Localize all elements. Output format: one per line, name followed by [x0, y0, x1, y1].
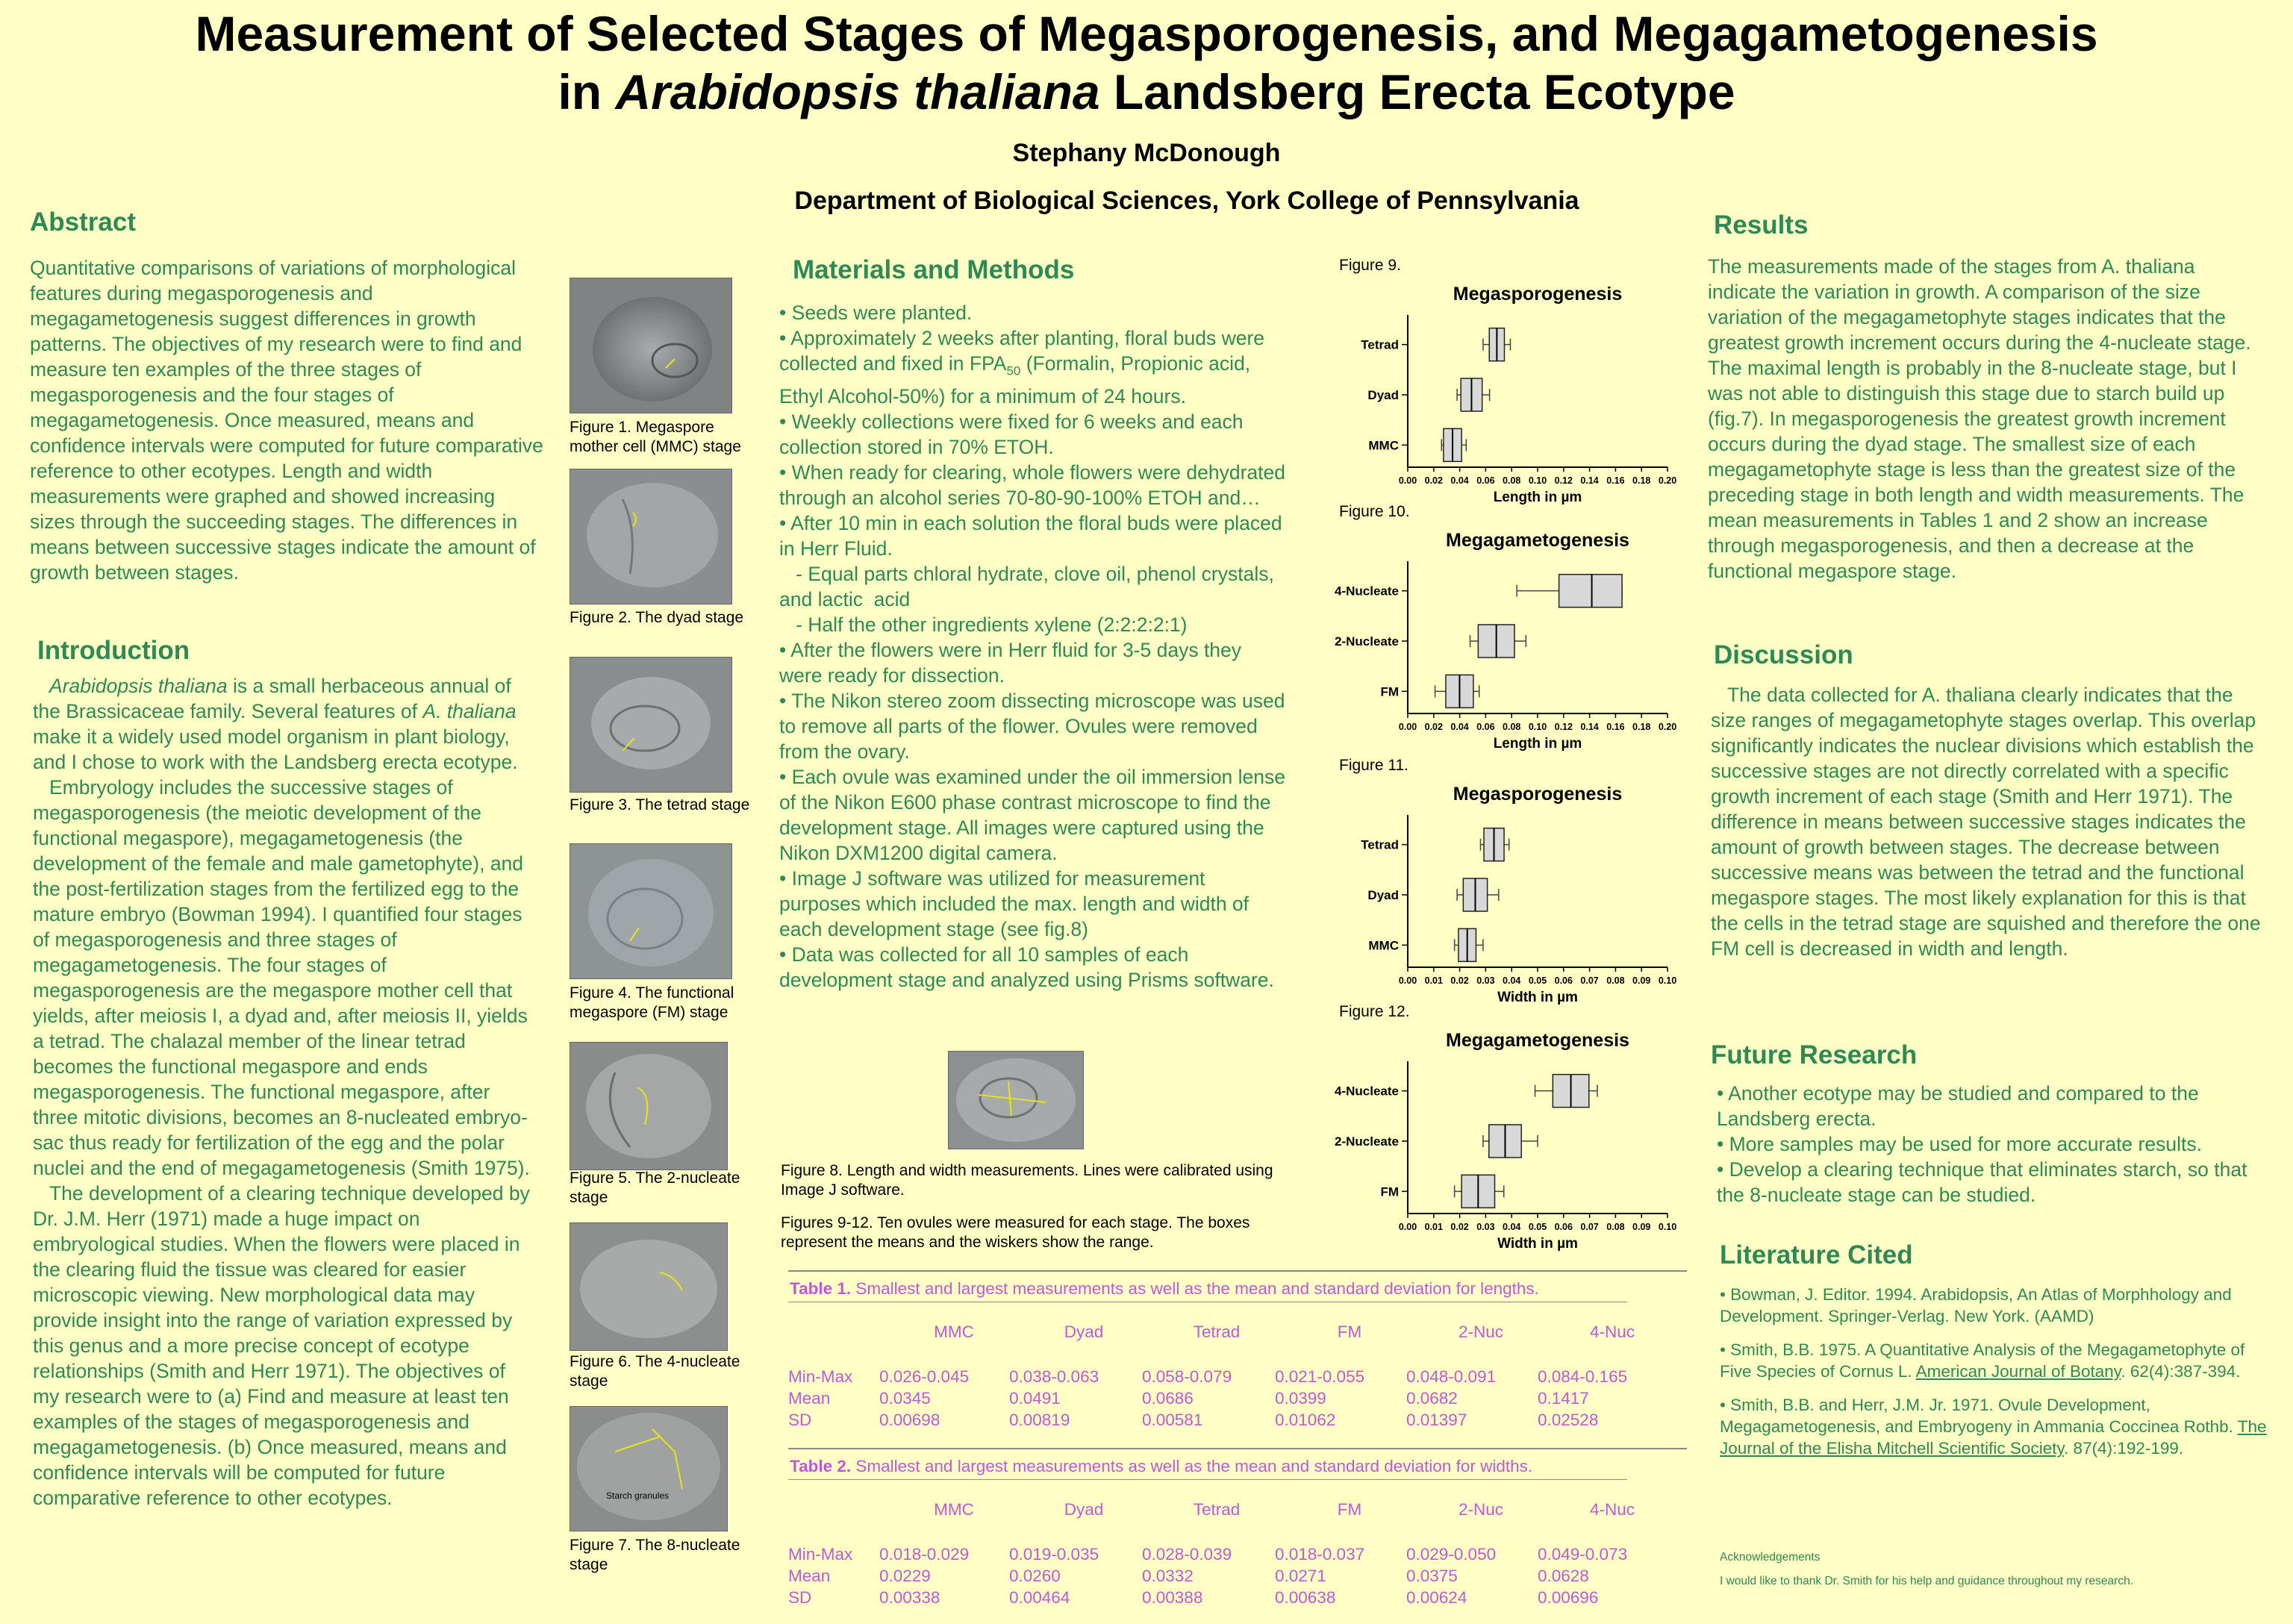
x-tick-label: 0.06	[1476, 722, 1495, 732]
figure-label: Figure 12.	[1339, 1003, 1410, 1020]
method-fpa-subscript: 50	[1006, 363, 1021, 378]
table-header-cell: Tetrad	[1193, 1500, 1241, 1519]
category-label: 2-Nucleate	[1335, 1134, 1399, 1149]
abstract-text: Quantitative comparisons of variations of morphological features during megasporogenesis and megagametogenesis suggest differences in growth patterns. The objectives of my research were to find and measure ten examples of the three stages of megasporogenesis and the four stages of megagametogenesis. Once measured, means and confidence intervals were computed for future comparative reference to other ecotypes. Length and width measurements were graphed and showed increasing sizes through the succeeding stages. The differences in means between successive stages indicate the amount of growth between stages.	[30, 257, 543, 584]
table-label: Table 2.	[790, 1457, 852, 1475]
discussion-text: The data collected for A. thaliana clearly indicates that the size ranges of megagametophyte stages overlap. This overlap significantly indicates the nuclear divisions which establish the successive stages are not directly correlated with a specific growth increment of each stage (Smith and Herr 1971). The difference in means between successive stages indicates the amount of growth between stages. The decrease between successive means was between the tetrad and the functional megaspore stages. The most likely explanation for this is that the cells in the tetrad stage are squished and therefore the one FM cell is decreased in width and length.	[1711, 684, 2261, 960]
table-row-label: Min-Max	[788, 1367, 853, 1386]
method-item: • Data was collected for all 10 samples of each development stage and analyzed using Prisms software.	[779, 943, 1274, 992]
future-item: • Another ecotype may be studied and compared to the Landsberg erecta.	[1717, 1082, 2199, 1130]
table-cell: 0.038-0.063	[1009, 1367, 1099, 1386]
table-cell: 0.00696	[1538, 1588, 1599, 1607]
intro-p1-b: make it a widely used model organism in plant biology, and I chose to work with the Landsberg erecta ecotype.	[33, 725, 518, 773]
table-header-cell: 4-Nuc	[1589, 1322, 1635, 1341]
method-item: • Seeds were planted.	[779, 302, 973, 324]
table-cell: 0.00819	[1009, 1411, 1070, 1429]
x-tick-label: 0.10	[1658, 1222, 1677, 1232]
figure-6-caption: Figure 6. The 4-nucleate stage	[570, 1353, 740, 1390]
reference-2-journal: American Journal of Botany	[1915, 1362, 2121, 1381]
figure-10-chart	[1314, 500, 1687, 752]
table-cell: 0.058-0.079	[1142, 1367, 1232, 1386]
category-label: FM	[1380, 684, 1399, 699]
intro-species-2: A. thaliana	[422, 700, 517, 722]
figure-1-image	[570, 278, 732, 413]
figure-8-caption: Figure 8. Length and width measurements. Lines were calibrated using Image J software.	[781, 1162, 1273, 1199]
future-item: • Develop a clearing technique that eliminates starch, so that the 8-nucleate stage can be studied.	[1717, 1158, 2247, 1206]
intro-paragraph-3: The development of a clearing technique developed by Dr. J.M. Herr (1971) made a huge impact on embryological studies. When the flowers were placed in the clearing fluid the tissue was cleared for easier microscopic viewing. New morphological data may provide insight into the range of variation expressed by this genus and a more precise concept of ecotype relationships (Smith and Herr 1971). The objectives of my research were to (a) Find and measure at least ten examples of the stages of megasporogenesis and megagametogenesis. (b) Once measured, means and confidence intervals will be computed for future comparative reference to other ecotypes.	[33, 1182, 530, 1509]
figure-7-image	[570, 1406, 728, 1531]
x-tick-label: 0.10	[1658, 975, 1677, 986]
methods-heading: Materials and Methods	[793, 255, 1075, 284]
table-row-label: Min-Max	[788, 1545, 853, 1564]
chart-title: Megasporogenesis	[1453, 284, 1623, 304]
x-tick-label: 0.08	[1503, 722, 1521, 732]
category-label: MMC	[1368, 938, 1399, 953]
figure-label: Figure 10.	[1339, 503, 1410, 520]
table-cell: 0.0399	[1275, 1389, 1326, 1408]
intro-paragraph-1	[33, 673, 534, 775]
x-axis-label: Width in µm	[1497, 1236, 1578, 1252]
figure-1-caption: Figure 1. Megaspore mother cell (MMC) stage	[570, 419, 741, 455]
table-row-label: SD	[788, 1588, 812, 1607]
title-species: Arabidopsis thaliana	[615, 64, 1100, 119]
category-label: Dyad	[1367, 888, 1399, 902]
x-tick-label: 0.06	[1476, 475, 1495, 486]
method-item: • Weekly collections were fixed for 6 weeks and each collection stored in 70% ETOH.	[779, 410, 1244, 459]
x-tick-label: 0.14	[1580, 475, 1599, 486]
title-suffix: Landsberg Erecta Ecotype	[1099, 64, 1735, 119]
reference-2	[1720, 1339, 2272, 1382]
category-label: 2-Nucleate	[1335, 634, 1399, 649]
author: Stephany McDonough	[1012, 139, 1281, 167]
figure-5-image	[570, 1042, 728, 1170]
method-item-fpa: • Approximately 2 weeks after planting, floral buds were collected and fixed in FPA	[779, 327, 1265, 375]
table-cell: 0.048-0.091	[1406, 1367, 1497, 1386]
table-row-label: Mean	[788, 1389, 831, 1408]
x-tick-label: 0.04	[1450, 722, 1469, 732]
reference-2-volume: . 62(4):387-394.	[2121, 1362, 2241, 1381]
method-item: • The Nikon stereo zoom dissecting microscope was used to remove all parts of the flower. Ovules were removed from the ovary.	[779, 690, 1285, 763]
method-item: - Half the other ingredients xylene (2:2:2:2:1)	[779, 613, 1188, 637]
table-rule-top	[788, 1448, 1687, 1449]
table-cell: 0.01062	[1275, 1411, 1336, 1429]
methods-list	[779, 300, 1287, 993]
box	[1559, 575, 1623, 608]
reference-1: • Bowman, J. Editor. 1994. Arabidopsis, An Atlas of Morphhology and Development. Springer-Verlag. New York. (AAMD)	[1720, 1285, 2232, 1325]
intro-p1-a: is a small herbaceous annual of the Brassicaceae family. Several features of	[33, 675, 511, 722]
title-line-1: Measurement of Selected Stages of Megasporogenesis, and Megagametogenesis	[195, 6, 2098, 61]
category-label: Tetrad	[1361, 837, 1399, 852]
table-cell: 0.00338	[879, 1588, 940, 1607]
poster-title	[0, 4, 2293, 121]
reference-2-text: • Smith, B.B. 1975. A Quantitative Analysis of the Megagametophyte of Five Species of Cornus L.	[1720, 1340, 2245, 1381]
table-row-label: Mean	[788, 1567, 831, 1585]
table-cell: 0.0628	[1538, 1567, 1589, 1585]
reference-3-text: • Smith, B.B. and Herr, J.M. Jr. 1971. Ovule Development, Megagametogenesis, and Embryogeny in Ammania Coccinea Rothb.	[1720, 1396, 2238, 1436]
table-cell: 0.00638	[1275, 1588, 1336, 1607]
table-cell: 0.0375	[1406, 1567, 1458, 1585]
x-tick-label: 0.07	[1580, 1222, 1599, 1232]
x-tick-label: 0.16	[1606, 475, 1625, 486]
table-cell: 0.084-0.165	[1538, 1367, 1628, 1386]
acknowledgements-heading: Acknowledgements	[1720, 1551, 1821, 1564]
title-line-2	[0, 63, 2293, 121]
table-caption	[790, 1279, 1539, 1299]
method-item: • After the flowers were in Herr fluid for 3-5 days they were ready for dissection.	[779, 639, 1242, 687]
table-cell: 0.026-0.045	[879, 1367, 970, 1386]
table-cell: 0.00464	[1009, 1588, 1070, 1607]
figure-label: Figure 9.	[1339, 257, 1401, 274]
discussion-heading: Discussion	[1714, 640, 1853, 669]
x-tick-label: 0.18	[1632, 475, 1651, 486]
x-tick-label: 0.02	[1450, 975, 1469, 986]
table-cell: 0.0686	[1142, 1389, 1194, 1408]
introduction-heading: Introduction	[37, 636, 190, 665]
x-tick-label: 0.10	[1528, 722, 1547, 732]
x-tick-label: 0.01	[1424, 975, 1443, 986]
box-plot-svg	[1314, 1000, 1687, 1252]
x-tick-label: 0.05	[1528, 975, 1547, 986]
table-cell: 0.018-0.037	[1275, 1545, 1365, 1564]
x-tick-label: 0.02	[1424, 475, 1443, 486]
table-cell: 0.019-0.035	[1009, 1545, 1099, 1564]
method-item: - Equal parts chloral hydrate, clove oil, phenol crystals, and lactic acid	[779, 563, 1280, 611]
figure-3-caption: Figure 3. The tetrad stage	[570, 796, 750, 813]
figure-3-image	[570, 657, 732, 793]
category-label: 4-Nucleate	[1335, 584, 1399, 599]
results-heading: Results	[1714, 210, 1809, 240]
x-tick-label: 0.03	[1476, 975, 1495, 986]
table-cell: 0.00698	[879, 1411, 940, 1429]
table-header-cell: MMC	[934, 1322, 974, 1341]
x-axis-label: Length in µm	[1493, 490, 1582, 505]
table-rule-header	[788, 1479, 1627, 1480]
future-list	[1717, 1081, 2269, 1208]
figure-label: Figure 11.	[1339, 757, 1408, 774]
figure-11-chart	[1314, 754, 1687, 1005]
x-tick-label: 0.07	[1580, 975, 1599, 986]
table-cell: 0.0260	[1009, 1567, 1061, 1585]
method-item-fpa-rest: (Formalin, Propionic acid, Ethyl Alcohol-50%) for a minimum of 24 hours.	[779, 352, 1251, 408]
table-cell: 0.018-0.029	[879, 1545, 970, 1564]
table-rule-top	[788, 1270, 1687, 1272]
table-cell: 0.029-0.050	[1406, 1545, 1497, 1564]
figure-8-image	[948, 1051, 1084, 1149]
category-label: Dyad	[1367, 388, 1399, 402]
abstract-heading: Abstract	[30, 207, 136, 237]
acknowledgements-text: I would like to thank Dr. Smith for his help and guidance throughout my research.	[1720, 1575, 2133, 1587]
table-cell: 0.0271	[1275, 1567, 1326, 1585]
results-text: The measurements made of the stages from A. thaliana indicate the variation in growth. A comparison of the size variation of the megagametophyte stages indicates that the greatest growth increment occurs during the 4-nucleate stage. The maximal length is probably in the 8-nucleate stage, but I was not able to distinguish this stage due to starch build up (fig.7). In megasporogenesis the greatest growth increment occurs during the dyad stage. The smallest size of each megagametophyte stage is less than the greatest size of the preceding stage in both length and width measurements. The mean measurements in Tables 1 and 2 show an increase through megasporogenesis, and then a decrease at the functional megaspore stage.	[1708, 255, 2251, 582]
literature-list	[1720, 1284, 2272, 1471]
reference-3-volume: . 87(4):192-199.	[2064, 1439, 2184, 1458]
x-tick-label: 0.02	[1424, 722, 1443, 732]
table-header-cell: Dyad	[1064, 1322, 1104, 1341]
table-header-cell: MMC	[934, 1500, 974, 1519]
figure-2-caption: Figure 2. The dyad stage	[570, 609, 744, 626]
table-cell: 0.00581	[1142, 1411, 1203, 1429]
method-item	[779, 325, 1287, 409]
x-tick-label: 0.04	[1503, 975, 1521, 986]
figure-4-caption: Figure 4. The functional megaspore (FM) stage	[570, 984, 734, 1021]
table-2	[788, 1452, 1690, 1607]
x-tick-label: 0.08	[1503, 475, 1521, 486]
figure-2-image	[570, 469, 732, 605]
table-cell: 0.021-0.055	[1275, 1367, 1365, 1386]
chart-title: Megagametogenesis	[1446, 1030, 1629, 1051]
table-cell: 0.00624	[1406, 1588, 1467, 1607]
figure-9-chart	[1314, 254, 1687, 505]
x-tick-label: 0.00	[1398, 722, 1417, 732]
x-tick-label: 0.08	[1606, 1222, 1625, 1232]
figure-4-image	[570, 843, 732, 979]
method-item: • Image J software was utilized for measurement purposes which included the max. length and width of each development stage (see fig.8)	[779, 867, 1250, 941]
category-label: MMC	[1368, 438, 1399, 453]
x-tick-label: 0.16	[1606, 722, 1625, 732]
table-header-cell: Tetrad	[1193, 1322, 1241, 1341]
figure-7-annotation: Starch granules	[606, 1490, 670, 1501]
intro-species: Arabidopsis thaliana	[49, 675, 228, 697]
table-header-cell: Dyad	[1064, 1500, 1104, 1519]
table-label: Table 1.	[790, 1279, 852, 1298]
x-tick-label: 0.05	[1528, 1222, 1547, 1232]
table-cell: 0.049-0.073	[1538, 1545, 1628, 1564]
x-tick-label: 0.04	[1450, 475, 1469, 486]
table-cell: 0.028-0.039	[1142, 1545, 1232, 1564]
x-tick-label: 0.00	[1398, 475, 1417, 486]
table-cell: 0.0491	[1009, 1389, 1061, 1408]
box-plot-svg	[1314, 254, 1687, 505]
figure-7-caption: Figure 7. The 8-nucleate stage	[570, 1537, 740, 1573]
table-cell: 0.0229	[879, 1567, 931, 1585]
table-1	[788, 1275, 1690, 1431]
chart-title: Megasporogenesis	[1453, 784, 1623, 805]
chart-title: Megagametogenesis	[1446, 530, 1629, 551]
x-axis-label: Width in µm	[1497, 990, 1578, 1005]
table-cell: 0.01397	[1406, 1411, 1467, 1429]
x-tick-label: 0.02	[1450, 1222, 1469, 1232]
x-axis-label: Length in µm	[1493, 736, 1582, 752]
table-cell: 0.02528	[1538, 1411, 1599, 1429]
method-item: • After 10 min in each solution the floral buds were placed in Herr Fluid.	[779, 512, 1282, 560]
intro-paragraph-2: Embryology includes the successive stages of megasporogenesis (the meiotic development of the functional megaspore), megagametogenesis (the development of the female and male gametophyte), and the post-fertilization stages from the fertilized egg to the mature embryo (Bowman 1994). I quantified four stages of megasporogenesis and three stages of megagametogenesis. The four stages of megasporogenesis are the megaspore mother cell that yields, after meiosis I, a dyad and, after meiosis II, yields a tetrad. The chalazal member of the linear tetrad becomes the functional megaspore and ends megasporogenesis. The functional megaspore, after three mitotic divisions, becomes an 8-nucleated embryo-sac thus ready for fertilization of the egg and the polar nuclei and the end of megagametogenesis (Smith 1975).	[33, 776, 530, 1179]
category-label: Tetrad	[1361, 337, 1399, 352]
x-tick-label: 0.09	[1632, 975, 1651, 986]
table-row-label: SD	[788, 1411, 812, 1429]
introduction-text	[33, 673, 534, 1511]
category-label: FM	[1380, 1184, 1399, 1199]
x-tick-label: 0.03	[1476, 1222, 1495, 1232]
x-tick-label: 0.20	[1658, 475, 1677, 486]
x-tick-label: 0.00	[1398, 1222, 1417, 1232]
x-tick-label: 0.06	[1554, 975, 1573, 986]
method-item: • When ready for clearing, whole flowers were dehydrated through an alcohol series 70-80-90-100% ETOH and…	[779, 461, 1286, 510]
future-heading: Future Research	[1711, 1040, 1918, 1069]
table-header-cell: 2-Nuc	[1458, 1322, 1504, 1341]
table-cell: 0.0332	[1142, 1567, 1194, 1585]
department: Department of Biological Sciences, York College of Pennsylvania	[794, 187, 1579, 215]
table-header-cell: FM	[1337, 1500, 1362, 1519]
x-tick-label: 0.12	[1554, 722, 1573, 732]
title-prefix: in	[558, 64, 616, 119]
box-plot-svg	[1314, 754, 1687, 1005]
x-tick-label: 0.14	[1580, 722, 1599, 732]
table-caption-text: Smallest and largest measurements as well as the mean and standard deviation for widths.	[851, 1457, 1533, 1475]
category-label: 4-Nucleate	[1335, 1084, 1399, 1099]
x-tick-label: 0.12	[1554, 475, 1573, 486]
table-cell: 0.00388	[1142, 1588, 1203, 1607]
x-tick-label: 0.00	[1398, 975, 1417, 986]
x-tick-label: 0.01	[1424, 1222, 1443, 1232]
table-header-cell: 2-Nuc	[1458, 1500, 1504, 1519]
figures-9-12-caption: Figures 9-12. Ten ovules were measured for each stage. The boxes represent the means and the wiskers show the range.	[781, 1214, 1250, 1251]
x-tick-label: 0.10	[1528, 475, 1547, 486]
table-cell: 0.1417	[1538, 1389, 1589, 1408]
x-tick-label: 0.18	[1632, 722, 1651, 732]
table-cell: 0.0682	[1406, 1389, 1458, 1408]
figure-6-image	[570, 1222, 728, 1351]
literature-heading: Literature Cited	[1720, 1240, 1913, 1269]
figure-5-caption: Figure 5. The 2-nucleate stage	[570, 1169, 740, 1206]
box-plot-svg	[1314, 500, 1687, 752]
x-tick-label: 0.04	[1503, 1222, 1521, 1232]
figure-12-chart	[1314, 1000, 1687, 1252]
table-caption-text: Smallest and largest measurements as well as the mean and standard deviation for lengths.	[851, 1279, 1539, 1298]
table-cell: 0.0345	[879, 1389, 931, 1408]
x-tick-label: 0.06	[1554, 1222, 1573, 1232]
table-header-cell: FM	[1337, 1322, 1362, 1341]
method-item: • Each ovule was examined under the oil immersion lense of the Nikon E600 phase contrast microscope to find the development stage. All images were captured using the Nikon DXM1200 digital camera.	[779, 766, 1286, 865]
x-tick-label: 0.09	[1632, 1222, 1651, 1232]
table-caption	[790, 1457, 1532, 1476]
reference-3	[1720, 1394, 2272, 1459]
reference-3-journal: The Journal of the Elisha Mitchell Scientific Society	[1720, 1417, 2267, 1458]
future-item: • More samples may be used for more accurate results.	[1717, 1133, 2202, 1155]
x-tick-label: 0.20	[1658, 722, 1677, 732]
table-header-cell: 4-Nuc	[1589, 1500, 1635, 1519]
x-tick-label: 0.08	[1606, 975, 1625, 986]
